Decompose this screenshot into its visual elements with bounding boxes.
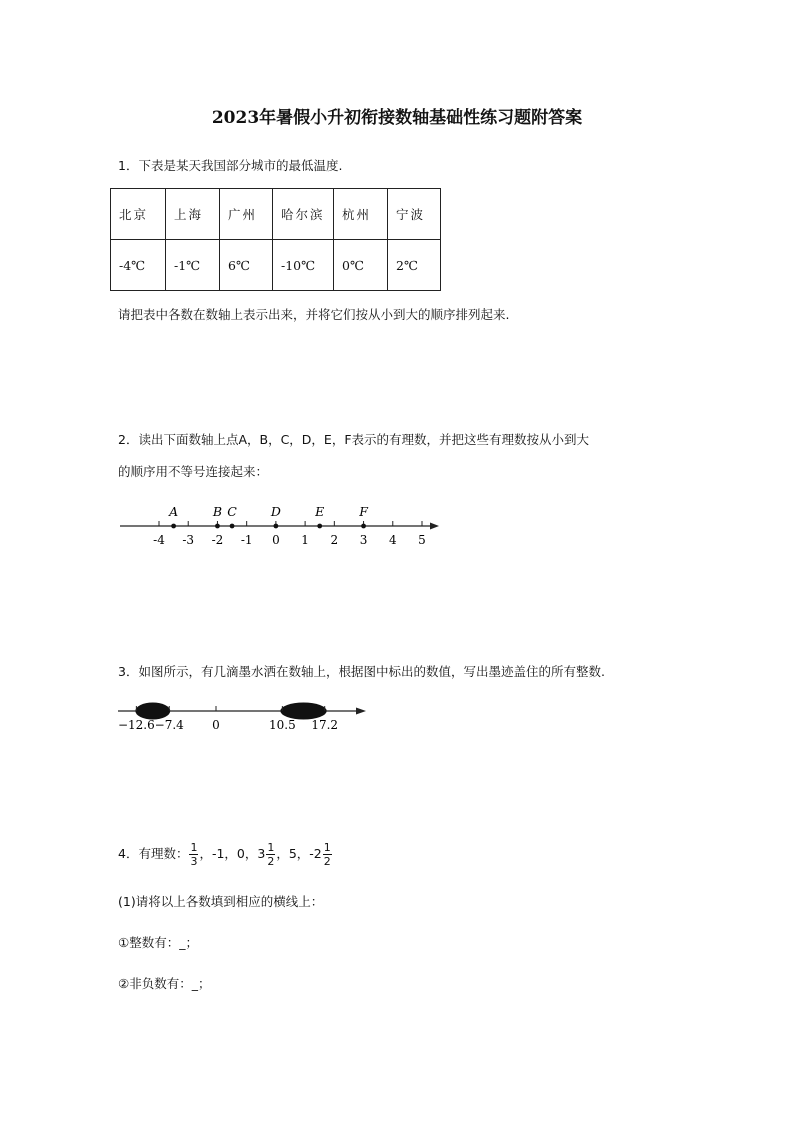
- city-cell: 宁波: [388, 189, 441, 240]
- number-line-q2: [115, 500, 455, 560]
- point-dot: [273, 524, 278, 529]
- point-dot: [317, 524, 322, 529]
- temp-cell: 2℃: [388, 240, 441, 291]
- tick-label: 4: [388, 533, 397, 547]
- tick-label: 1: [301, 533, 309, 547]
- temp-cell: -4℃: [111, 240, 166, 291]
- fraction-one-half: $\frac{1}{2}$: [323, 841, 331, 868]
- q4-prefix: 4．有理数：: [118, 846, 189, 861]
- q1-instruction: 请把表中各数在数轴上表示出来，并将它们按从小到大的顺序排列起来.: [118, 307, 510, 322]
- point-label: D: [270, 504, 281, 519]
- fraction-one-third: $\frac{1}{3}$: [190, 841, 198, 868]
- q4-numbers: [118, 842, 333, 867]
- temp-cell: 6℃: [220, 240, 273, 291]
- city-cell: 北京: [111, 189, 166, 240]
- city-cell: 上海: [166, 189, 220, 240]
- tick-label: −7.4: [154, 718, 184, 732]
- fraction-one-half: $\frac{1}{2}$: [267, 841, 275, 868]
- point-label: C: [227, 504, 237, 519]
- point-dot: [215, 524, 220, 529]
- temp-cell: -1℃: [166, 240, 220, 291]
- temp-cell: -10℃: [273, 240, 334, 291]
- tick-label: 5: [418, 533, 426, 547]
- q4-item1: ①整数有：_；: [118, 935, 198, 950]
- axis-arrow: [430, 523, 439, 530]
- point-dot: [230, 524, 235, 529]
- axis-arrow: [356, 708, 366, 715]
- point-label: E: [315, 504, 325, 519]
- q4-sep1: ，-1，0，3: [199, 846, 266, 861]
- tick-label: -4: [153, 533, 165, 547]
- tick-label: 10.5: [269, 718, 296, 732]
- page-title: 2023年暑假小升初衔接数轴基础性练习题附答案: [211, 108, 583, 128]
- tick-label: 3: [359, 533, 368, 547]
- tick-label: -2: [211, 533, 224, 547]
- q4-sep2: ，5，-2: [276, 846, 322, 861]
- city-cell: 广州: [220, 189, 273, 240]
- q3-text: 3．如图所示，有几滴墨水洒在数轴上，根据图中标出的数值，写出墨迹盖住的所有整数.: [118, 664, 605, 679]
- tick-label: -3: [182, 533, 195, 547]
- city-cell: 杭州: [334, 189, 388, 240]
- tick-label: 0: [272, 533, 280, 547]
- tick-label: 0: [212, 718, 220, 732]
- temperature-table: [110, 188, 441, 291]
- point-label: A: [169, 504, 179, 519]
- temp-cell: 0℃: [334, 240, 388, 291]
- ink-blot: [135, 703, 170, 720]
- city-cell: 哈尔滨: [273, 189, 334, 240]
- tick-label: 17.2: [311, 718, 339, 732]
- q2-line2: 的顺序用不等号连接起来：: [118, 464, 269, 479]
- tick-label: -1: [240, 533, 253, 547]
- point-label: B: [212, 504, 223, 519]
- q4-item2: ②非负数有：_；: [118, 976, 211, 991]
- q2-line1: 2．读出下面数轴上点A，B，C，D，E，F表示的有理数，并把这些有理数按从小到大: [118, 432, 590, 447]
- tick-label: −12.6: [117, 718, 155, 732]
- point-label: F: [359, 504, 368, 519]
- q1-intro: 1．下表是某天我国部分城市的最低温度.: [118, 158, 343, 173]
- ink-blot: [280, 703, 326, 720]
- point-dot: [361, 524, 366, 529]
- q4-sub1: (1)请将以上各数填到相应的横线上：: [118, 894, 324, 909]
- tick-label: 2: [330, 533, 339, 547]
- number-line-q3: [115, 695, 375, 745]
- point-dot: [171, 524, 176, 529]
